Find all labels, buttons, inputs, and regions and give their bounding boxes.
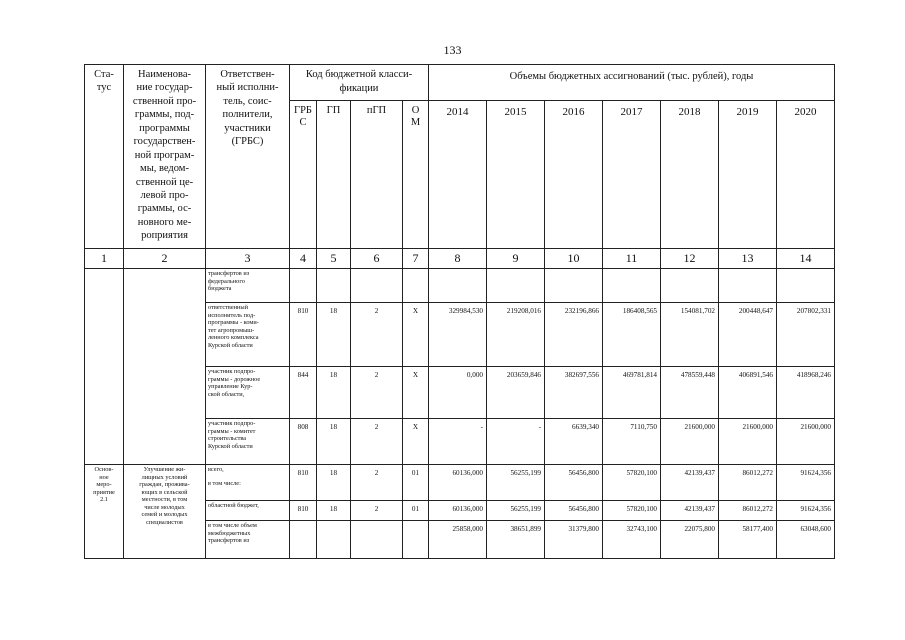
gp-cell: 18 [317,303,351,367]
participant-cell: участник подпро- граммы - комитет строительства Курской области [206,419,290,465]
pgp-cell [351,269,403,303]
value-cell-2018: 478559,448 [661,367,719,419]
value-cell-2020: 63048,600 [777,521,835,559]
header-year-2015: 2015 [487,101,545,249]
participant-cell: трансфертов из федерального бюджета [206,269,290,303]
header-responsible: Ответствен- ный исполни- тель, соис- полнители, участники (ГРБС) [206,65,290,249]
measure-name-cell: Улучшение жи- лищных условий граждан, прожива- ющих в сельской местности, в том числе молодых семей и молодых специалистов [124,465,206,559]
header-status: Ста- тус [85,65,124,249]
om-cell: 01 [403,465,429,501]
value-cell-2016: 6639,340 [545,419,603,465]
page-number: 133 [443,43,462,57]
value-cell-2019 [719,269,777,303]
table-row [85,465,835,501]
value-cell-2018: 154081,702 [661,303,719,367]
value-cell-2016: 56456,800 [545,465,603,501]
header-year-2018: 2018 [661,101,719,249]
value-cell-2017: 57820,100 [603,465,661,501]
header-code-group: Код бюджетной класси- фикации [290,65,429,101]
header-volumes-group: Объемы бюджетных ассигнований (тыс. рублей), годы [429,65,835,101]
column-number-9: 9 [487,249,545,269]
value-cell-2020: 91624,356 [777,465,835,501]
value-cell-2018: 42139,437 [661,501,719,521]
value-cell-2017: 7110,750 [603,419,661,465]
value-cell-2014 [429,269,487,303]
header-gp: ГП [317,101,351,249]
value-cell-2017: 186408,565 [603,303,661,367]
value-cell-2020: 207802,331 [777,303,835,367]
header-year-2020: 2020 [777,101,835,249]
value-cell-2015: 56255,199 [487,501,545,521]
value-cell-2017: 57820,100 [603,501,661,521]
value-cell-2017: 32743,100 [603,521,661,559]
value-cell-2018 [661,269,719,303]
value-cell-2016: 382697,556 [545,367,603,419]
value-cell-2020: 21600,000 [777,419,835,465]
value-cell-2014: - [429,419,487,465]
om-cell [403,521,429,559]
pgp-cell: 2 [351,303,403,367]
pgp-cell: 2 [351,465,403,501]
gp-cell: 18 [317,419,351,465]
grbs-cell: 810 [290,303,317,367]
value-cell-2020: 418968,246 [777,367,835,419]
participant-cell: участник подпро- граммы - дорожное управление Кур- ской области, [206,367,290,419]
value-cell-2017: 469781,814 [603,367,661,419]
budget-table [84,64,835,559]
value-cell-2014: 0,000 [429,367,487,419]
value-cell-2014: 329984,530 [429,303,487,367]
gp-cell [317,521,351,559]
status-cell [85,269,124,465]
value-cell-2014: 60136,000 [429,501,487,521]
column-number-2: 2 [124,249,206,269]
om-cell: Х [403,419,429,465]
measure-status-cell: Основ- ное меро- приятие 2.1 [85,465,124,559]
value-cell-2016: 31379,800 [545,521,603,559]
om-cell: 01 [403,501,429,521]
value-cell-2019: 86012,272 [719,501,777,521]
table-row [85,269,835,303]
grbs-cell [290,269,317,303]
value-cell-2018: 22075,800 [661,521,719,559]
value-cell-2019: 58177,400 [719,521,777,559]
participant-note: в том числе: [208,479,241,487]
value-cell-2016: 232196,866 [545,303,603,367]
value-cell-2014: 60136,000 [429,465,487,501]
value-cell-2019: 406891,546 [719,367,777,419]
column-number-7: 7 [403,249,429,269]
value-cell-2018: 21600,000 [661,419,719,465]
gp-cell: 18 [317,465,351,501]
gp-cell: 18 [317,367,351,419]
pgp-cell: 2 [351,419,403,465]
gp-cell: 18 [317,501,351,521]
column-number-6: 6 [351,249,403,269]
value-cell-2014: 25858,000 [429,521,487,559]
column-number-3: 3 [206,249,290,269]
value-cell-2018: 42139,437 [661,465,719,501]
header-year-2016: 2016 [545,101,603,249]
pgp-cell [351,521,403,559]
header-year-2017: 2017 [603,101,661,249]
grbs-cell [290,521,317,559]
value-cell-2015: - [487,419,545,465]
value-cell-2020 [777,269,835,303]
column-number-1: 1 [85,249,124,269]
participant-cell: в том числе объем межбюджетных трансфертов из [206,521,290,559]
column-number-11: 11 [603,249,661,269]
om-cell: Х [403,303,429,367]
pgp-cell: 2 [351,501,403,521]
program-name-cell [124,269,206,465]
participant-cell: областной бюджет, [206,501,290,521]
header-year-2019: 2019 [719,101,777,249]
grbs-cell: 844 [290,367,317,419]
column-number-8: 8 [429,249,487,269]
column-number-5: 5 [317,249,351,269]
column-number-14: 14 [777,249,835,269]
header-grbs: ГРБ С [290,101,317,249]
grbs-cell: 810 [290,501,317,521]
header-pgp: пГП [351,101,403,249]
grbs-cell: 808 [290,419,317,465]
value-cell-2016: 56456,800 [545,501,603,521]
value-cell-2019: 21600,000 [719,419,777,465]
column-number-12: 12 [661,249,719,269]
column-number-4: 4 [290,249,317,269]
value-cell-2019: 86012,272 [719,465,777,501]
gp-cell [317,269,351,303]
value-cell-2015: 38651,899 [487,521,545,559]
value-cell-2019: 200448,647 [719,303,777,367]
column-number-10: 10 [545,249,603,269]
value-cell-2015: 56255,199 [487,465,545,501]
grbs-cell: 810 [290,465,317,501]
value-cell-2015: 203659,846 [487,367,545,419]
header-program-name: Наименова- ние государ- ственной про- граммы, под- программы государствен- ной програм- мы, ведом- ственной це- левой про- граммы, ос- новного ме- роприятия [124,65,206,249]
value-cell-2016 [545,269,603,303]
value-cell-2017 [603,269,661,303]
participant-cell: ответственный исполнитель под- программы - коми- тет агропромыш- ленного комплекса Курской области [206,303,290,367]
om-cell [403,269,429,303]
header-year-2014: 2014 [429,101,487,249]
om-cell: Х [403,367,429,419]
value-cell-2015: 219208,016 [487,303,545,367]
header-om: О М [403,101,429,249]
value-cell-2015 [487,269,545,303]
pgp-cell: 2 [351,367,403,419]
value-cell-2020: 91624,356 [777,501,835,521]
column-number-13: 13 [719,249,777,269]
participant-cell: всего, в том числе: [206,465,290,501]
